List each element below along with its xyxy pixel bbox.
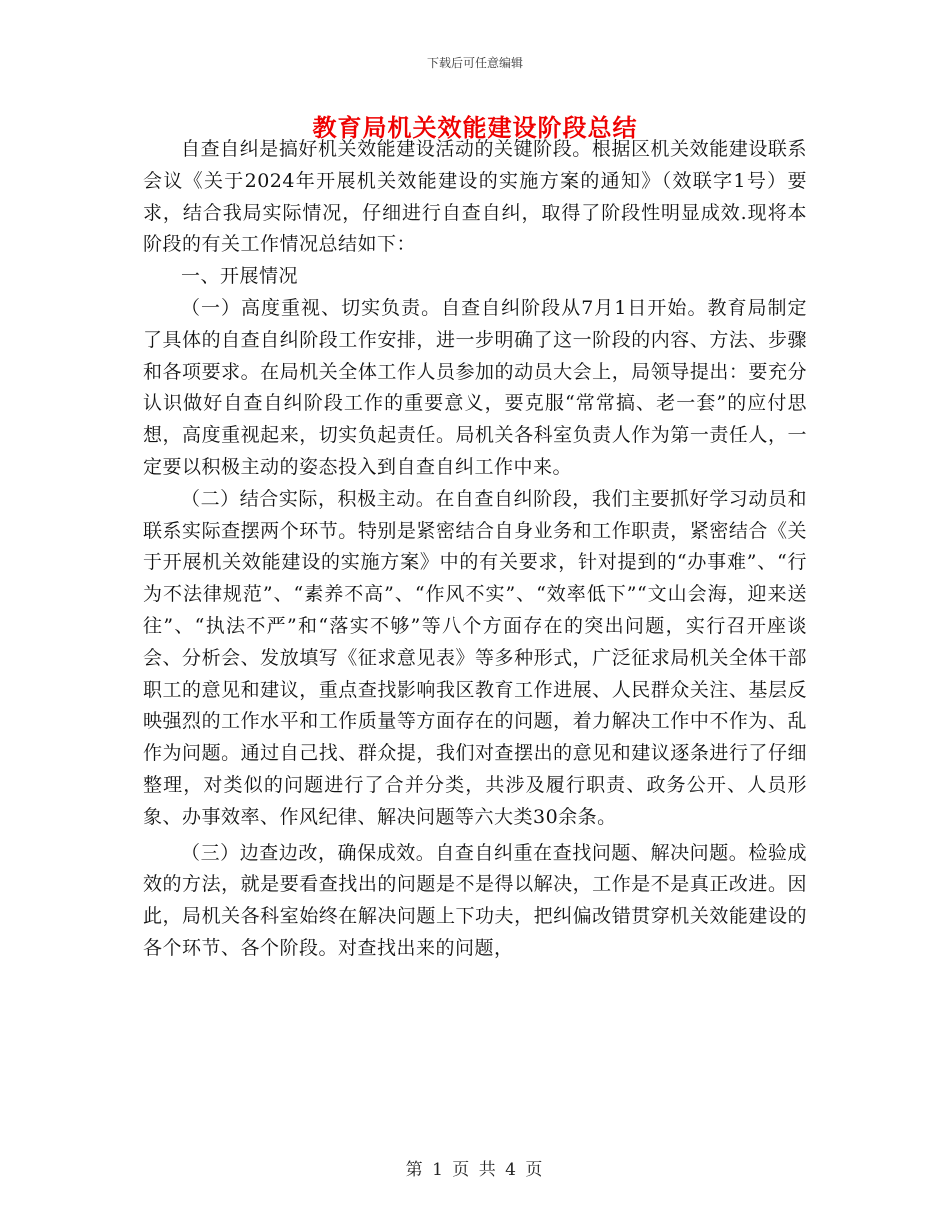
document-body <box>143 134 807 965</box>
intro-paragraph: 自查自纠是搞好机关效能建设活动的关键阶段。根据区机关效能建设联系会议《关于2024年开展机关效能建设的实施方案的通知》（效联字1号）要求，结合我局实际情况，仔细进行自查自纠，取得了阶段性明显成效.现将本阶段的有关工作情况总结如下： <box>143 138 807 256</box>
subsection-2-paragraph: （二）结合实际，积极主动。在自查自纠阶段，我们主要抓好学习动员和联系实际查摆两个环节。特别是紧密结合自身业务和工作职责，紧密结合《关于开展机关效能建设的实施方案》中的有关要求，针对提到的“办事难”、“行为不法律规范”、“素养不高”、“作风不实”、“效率低下”“文山会海，迎来送往”、“执法不严”和“落实不够”等八个方面存在的突出问题，实行召开座谈会、分析会、发放填写《征求意见表》等多种形式，广泛征求局机关全体干部职工的意见和建议，重点查找影响我区教育工作进展、人民群众关注、基层反映强烈的工作水平和工作质量等方面存在的问题，着力解决工作中不作为、乱作为问题。通过自己找、群众提，我们对查摆出的意见和建议逐条进行了仔细整理，对类似的问题进行了合并分类，共涉及履行职责、政务公开、人员形象、办事效率、作风纪律、解决问题等六大类30余条。 <box>143 487 807 828</box>
subsection-3-paragraph: （三）边查边改，确保成效。自查自纠重在查找问题、解决问题。检验成效的方法，就是要看查找出的问题是不是得以解决，工作是不是真正改进。因此，局机关各科室始终在解决问题上下功夫，把纠偏改错贯穿机关效能建设的各个环节、各个阶段。对查找出来的问题， <box>143 841 807 959</box>
header-note: 下载后可任意编辑 <box>426 56 523 70</box>
subsection-1-paragraph: （一）高度重视、切实负责。自查自纠阶段从7月1日开始。教育局制定了具体的自查自纠阶段工作安排，进一步明确了这一阶段的内容、方法、步骤和各项要求。在局机关全体工作人员参加的动员大会上，局领导提出：要充分认识做好自查自纠阶段工作的重要意义，要克服“常常搞、老一套”的应付思想，高度重视起来，切实负起责任。局机关各科室负责人作为第一责任人，一定要以积极主动的姿态投入到自查自纠工作中来。 <box>143 296 807 478</box>
section-heading-1: 一、开展情况 <box>181 265 299 288</box>
document-title: 教育局机关效能建设阶段总结 <box>312 113 638 142</box>
page-indicator: 第 1 页 共 4 页 <box>405 1160 545 1180</box>
